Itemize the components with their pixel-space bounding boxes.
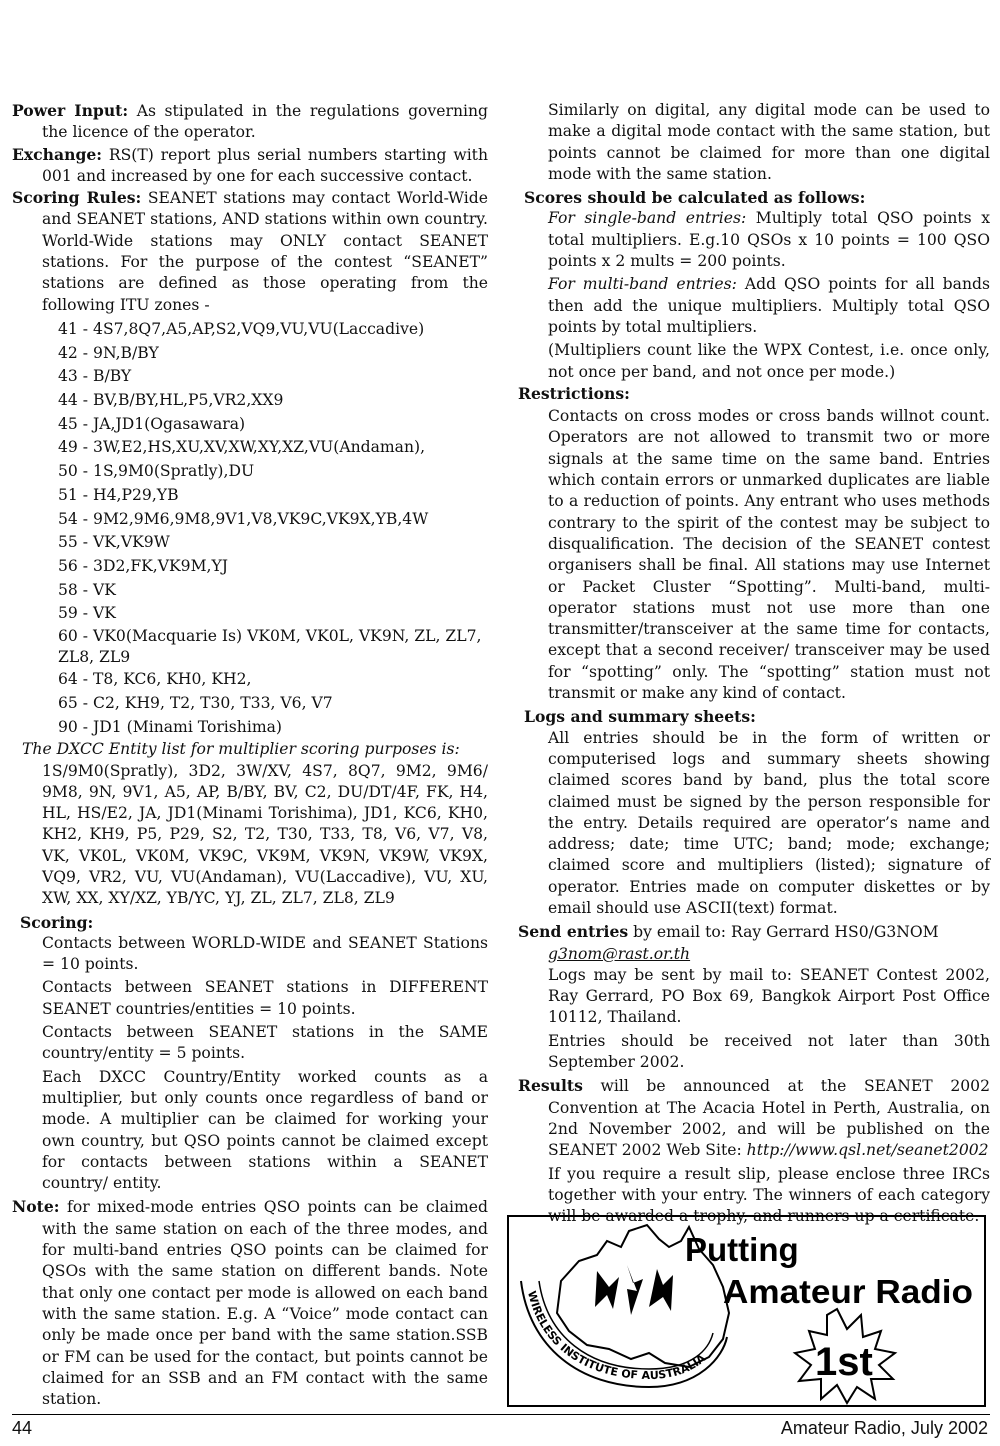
send-entries-label: Send entries [518, 922, 629, 942]
mail-address: Logs may be sent by mail to: SEANET Contest 2002, Ray Gerrard, PO Box 69, Bangkok Airport Post Office 10112, Thailand. [548, 965, 990, 1027]
footer-rule [12, 1414, 990, 1415]
itu-zone-item: 58 - VK [58, 580, 116, 599]
restrictions-text: Contacts on cross modes or cross bands willnot count. Operators are not allowed to transmit two or more signals at the same time on the same band. Entries which contain errors or unmarked duplicates are liable to a reduction of points. Any entrant who uses methods contrary to the spirit of the contest may be subject to disqualification. The decision of the SEANET contest organisers shall be final. All stations may use Internet or Packet Cluster “Spotting”. Multi-band, multi-operator stations must not use more than one transmitter/transceiver at the same time for contacts, except that a second receiver/ transceiver may be used for “spotting” only. The “spotting” station must not transmit or make any kind of contact. [548, 407, 990, 703]
itu-zone-list [12, 318, 488, 739]
scoring-rules [12, 187, 488, 316]
scoring-item: Contacts between SEANET stations in the SAME country/entity = 5 points. [42, 1023, 488, 1063]
results-text: will be announced at the SEANET 2002 Convention at The Acacia Hotel in Perth, Australia, on 2nd November 2002, and will be published on the SEANET 2002 Web Site: [548, 1077, 990, 1160]
result-slip: If you require a result slip, please enclose three IRCs together with your entry. The winners of each category will be awarded a trophy, and runners up a certificate. [548, 1164, 990, 1226]
scoring-item: Contacts between SEANET stations in DIFFERENT SEANET countries/entities = 10 points. [42, 978, 488, 1018]
itu-zone-item: 44 - BV,B/BY,HL,P5,VR2,XX9 [58, 391, 284, 410]
scoring-rules-label: Scoring Rules: [12, 188, 142, 208]
wpx-note: (Multipliers count like the WPX Contest, i.e. once only, not once per band, and not once per mode.) [548, 341, 990, 381]
exchange-rule [12, 144, 488, 188]
multi-band-text: Add QSO points for all bands then add the unique multipliers. Multiply total QSO points by total multipliers. [548, 275, 990, 336]
itu-zone-item: 55 - VK,VK9W [58, 533, 170, 552]
magazine-credit: Amateur Radio, July 2002 [780, 1418, 988, 1438]
dxcc-heading: The DXCC Entity list for multiplier scoring purposes is: [22, 740, 460, 759]
digital-paragraph: Similarly on digital, any digital mode can be used to make a digital mode contact with the same station, but points cannot be claimed for more than one digital mode with the same station. [548, 101, 990, 183]
itu-zone-item: 64 - T8, KC6, KH0, KH2, [58, 670, 252, 689]
itu-zone-item: 51 - H4,P29,YB [58, 485, 179, 504]
itu-zone-item: 49 - 3W,E2,HS,XU,XV,XW,XY,XZ,VU(Andaman), [58, 438, 426, 457]
exchange-label: Exchange: [12, 144, 103, 164]
power-input-rule [12, 100, 488, 144]
itu-zone-item: 65 - C2, KH9, T2, T30, T33, V6, V7 [58, 693, 333, 712]
single-band-rule [518, 208, 990, 272]
note-label: Note: [12, 1197, 60, 1217]
ad-line-2: Amateur Radio [723, 1273, 973, 1310]
restrictions-heading: Restrictions: [518, 383, 630, 403]
results-paragraph [518, 1075, 990, 1161]
logs-text: All entries should be in the form of written or computerised logs and summary sheets showing claimed scores band by band, plus the total score claimed must be signed by the person responsible for the entry. Details required are operator’s name and address; date; time UTC; band; mode; exchange; claimed score and multipliers (listed); signature of operator. Entries made on computer diskettes or by email should use ASCII(text) format. [548, 728, 990, 917]
multi-band-rule [518, 274, 990, 338]
itu-zone-item: 41 - 4S7,8Q7,A5,AP,S2,VQ9,VU,VU(Laccadive) [58, 319, 425, 338]
itu-zone-item: 56 - 3D2,FK,VK9M,YJ [58, 557, 229, 575]
note-paragraph [12, 1196, 488, 1410]
send-entries [518, 921, 990, 965]
dxcc-list: 1S/9M0(Spratly), 3D2, 3W/XV, 4S7, 8Q7, 9M2, 9M6/ 9M8, 9N, 9V1, A5, AP, B/BY, BV, C2, DU/DT/4F, FK, H4, HL, HS/E2, JA, JD1(Minami Torishima), JD1, KC6, KH0, KH2, KH9, P5, P29, S2, T2, T30, T33, T8, V6, V7, V8, VK, VK0L, VK0M, VK9C, VK9M, VK9N, VK9W, VK9X, VQ9, VR2, VU, VU(Andaman), VU(Laccadive), VU, XU, XW, XX, XY/XZ, YB/YC, YJ, ZL, ZL7, ZL8, ZL9 [42, 761, 488, 908]
results-label: Results [518, 1076, 583, 1096]
wia-seal-text: WIRELESS INSTITUTE OF AUSTRALIA [524, 1289, 709, 1383]
send-entries-text: by email to: Ray Gerrard HS0/G3NOM [628, 923, 939, 942]
lightning-icon [595, 1265, 673, 1315]
wia-advertisement [507, 1215, 986, 1407]
ad-line-1: Putting [685, 1231, 799, 1268]
itu-zone-item: 50 - 1S,9M0(Spratly),DU [58, 462, 255, 481]
itu-zone-item: 43 - B/BY [58, 367, 132, 386]
deadline: Entries should be received not later than 30th September 2002. [548, 1031, 990, 1072]
itu-zone-item: 54 - 9M2,9M6,9M8,9V1,V8,VK9C,VK9X,YB,4W [58, 509, 429, 528]
single-band-label: For single-band entries: [548, 209, 747, 228]
single-band-text: Multiply total QSO points x total multipliers. E.g.10 QSOs x 10 points = 100 QSO points x 2 mults = 200 points. [548, 209, 990, 271]
logs-heading: Logs and summary sheets: [524, 707, 756, 727]
left-column [12, 100, 488, 1410]
email-link[interactable]: g3nom@rast.or.th [548, 944, 691, 963]
page-number: 44 [12, 1418, 33, 1438]
exchange-text: RS(T) report plus serial numbers starting with 001 and increased by one for each successive contact. [42, 145, 488, 185]
multi-band-label: For multi-band entries: [548, 275, 737, 294]
itu-zone-item: 90 - JD1 (Minami Torishima) [58, 717, 282, 736]
itu-zone-item: 59 - VK [58, 604, 116, 623]
results-url-link[interactable]: http://www.qsl.net/seanet2002 [746, 1141, 989, 1160]
scores-heading: Scores should be calculated as follows: [524, 188, 866, 208]
scoring-item: Each DXCC Country/Entity worked counts as a multiplier, but only counts once regardless of band or mode. A multiplier can be claimed for working your own country, but QSO points cannot be claimed except for contacts between stations within a SEANET country/ entity. [42, 1067, 488, 1193]
itu-zone-item: 60 - VK0(Macquarie Is) VK0M, VK0L, VK9N, ZL, ZL7, ZL8, ZL9 [58, 627, 482, 667]
itu-zone-item: 45 - JA,JD1(Ogasawara) [58, 414, 246, 433]
ad-badge: 1st [815, 1340, 873, 1384]
itu-zone-item: 42 - 9N,B/BY [58, 343, 159, 362]
wia-ad-graphic [509, 1217, 984, 1405]
power-input-label: Power Input: [12, 101, 129, 120]
right-column [518, 100, 990, 1227]
note-text: for mixed-mode entries QSO points can be claimed with the same station on each of the three modes, and for multi-band entries QSO points can be claimed for QSOs with the same station on different bands. Note that only one contact per mode is allowed on each band with the same station. E.g. A “Voice” mode contact can only be made once per band with the same station.SSB or FM can be used for the contact, but points cannot be claimed for an SSB and an FM contact with the same station. [42, 1198, 488, 1409]
scoring-item: Contacts between WORLD-WIDE and SEANET Stations = 10 points. [42, 933, 488, 974]
scoring-rules-text: SEANET stations may contact World-Wide and SEANET stations, AND stations within own country. World-Wide stations may ONLY contact SEANET stations. For the purpose of the contest “SEANET” stations are defined as those operating from the following ITU zones - [42, 189, 488, 314]
power-input-text: As stipulated in the regulations governing the licence of the operator. [42, 102, 488, 142]
scoring-heading: Scoring: [20, 912, 94, 932]
